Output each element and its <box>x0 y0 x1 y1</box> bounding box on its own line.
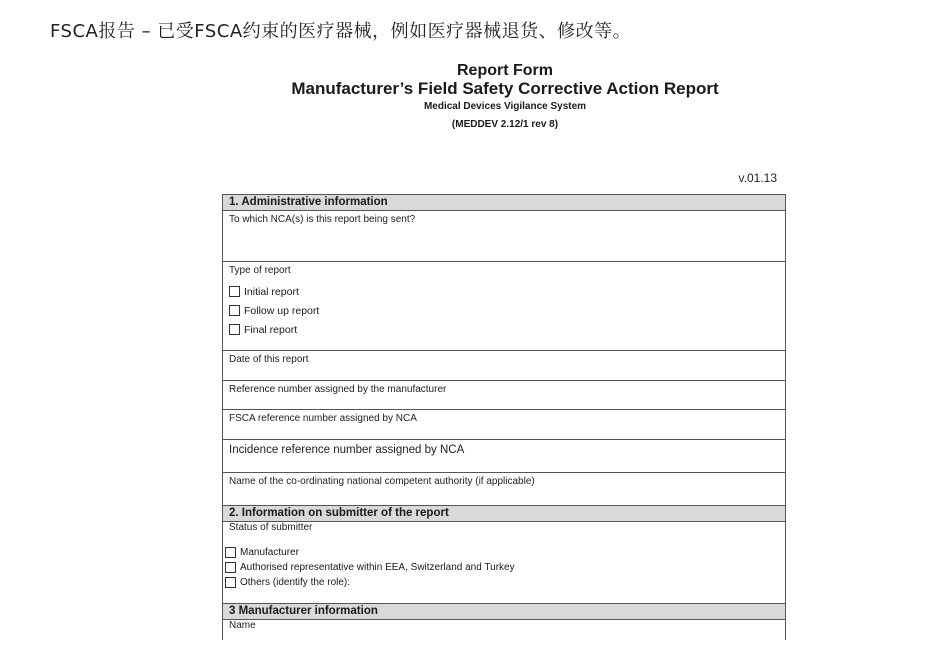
checkbox-authorised-representative[interactable] <box>225 562 236 573</box>
coordinating-authority-label: Name of the co-ordinating national competent authority (if applicable) <box>229 476 535 487</box>
manufacturer-name-row <box>223 620 785 640</box>
document-title: Report Form <box>457 62 553 79</box>
option-others-label: Others (identify the role): <box>240 577 351 588</box>
caption-text: FSCA报告 – 已受FSCA约束的医疗器械，例如医疗器械退货、修改等。 <box>50 21 632 42</box>
date-row <box>223 351 785 381</box>
ref-manufacturer-label: Reference number assigned by the manufacturer <box>229 384 447 395</box>
document-subtitle: Manufacturer’s Field Safety Corrective Action Report <box>291 79 719 98</box>
ref-manufacturer-row <box>223 381 785 410</box>
manufacturer-name-label: Name <box>229 620 256 631</box>
option-authorised-representative[interactable] <box>229 560 779 575</box>
section1-heading: 1. Administrative information <box>223 195 785 211</box>
checkbox-follow-up-report[interactable] <box>229 305 240 316</box>
incidence-ref-row <box>223 440 785 473</box>
nca-question-label: To which NCA(s) is this report being sent? <box>229 214 416 225</box>
nca-row <box>223 211 785 262</box>
checkbox-initial-report[interactable] <box>229 286 240 297</box>
submitter-status-row <box>223 522 785 604</box>
option-follow-up-label: Follow up report <box>244 304 320 317</box>
form-document <box>205 60 805 631</box>
option-final-label: Final report <box>244 323 298 336</box>
incidence-ref-label: Incidence reference number assigned by NCA <box>229 444 465 456</box>
option-authorised-label: Authorised representative within EEA, Switzerland and Turkey <box>240 562 515 573</box>
option-initial-report[interactable] <box>229 282 779 301</box>
report-form-table <box>222 194 786 640</box>
option-manufacturer[interactable] <box>229 545 779 560</box>
submitter-status-label: Status of submitter <box>229 522 313 533</box>
section2-heading: 2. Information on submitter of the report <box>223 506 785 522</box>
document-system: Medical Devices Vigilance System <box>423 101 587 112</box>
document-version: v.01.13 <box>738 171 777 185</box>
type-of-report-row <box>223 262 785 351</box>
checkbox-others[interactable] <box>225 577 236 588</box>
checkbox-manufacturer[interactable] <box>225 547 236 558</box>
option-follow-up-report[interactable] <box>229 301 779 320</box>
document-reference: (MEDDEV 2.12/1 rev 8) <box>451 119 559 130</box>
option-others[interactable] <box>229 575 779 590</box>
coordinating-authority-row <box>223 473 785 506</box>
option-final-report[interactable] <box>229 320 779 339</box>
option-initial-label: Initial report <box>244 285 299 298</box>
date-label: Date of this report <box>229 354 309 365</box>
checkbox-final-report[interactable] <box>229 324 240 335</box>
fsca-ref-label: FSCA reference number assigned by NCA <box>229 413 417 424</box>
option-manufacturer-label: Manufacturer <box>240 547 299 558</box>
fsca-ref-row <box>223 410 785 440</box>
type-of-report-label: Type of report <box>229 265 291 276</box>
section3-heading: 3 Manufacturer information <box>223 604 785 620</box>
